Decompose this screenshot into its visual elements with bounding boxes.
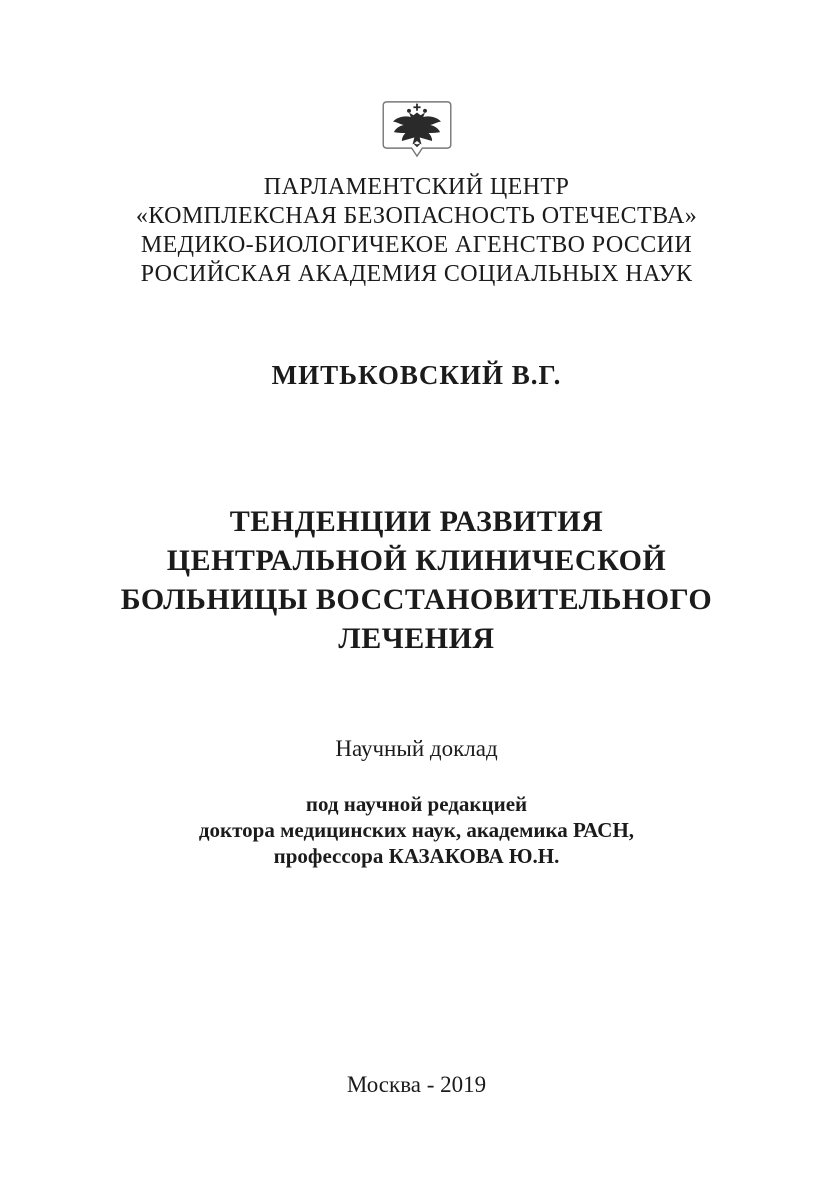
title-line-1: ТЕНДЕНЦИИ РАЗВИТИЯ [229, 505, 604, 538]
author-name: МИТЬКОВСКИЙ В.Г. [271, 360, 562, 390]
imprint: Москва - 2019 [346, 1072, 487, 1097]
emblem-container [0, 98, 833, 173]
document-title [0, 502, 833, 658]
institution-line-4: РОСИЙСКАЯ АКАДЕМИЯ СОЦИАЛЬНЫХ НАУК [140, 261, 693, 287]
document-subtitle: Научный доклад [335, 736, 498, 761]
title-line-4: ЛЕЧЕНИЯ [338, 622, 495, 655]
institution-line-3: МЕДИКО-БИОЛОГИЧЕКОЕ АГЕНСТВО РОССИИ [140, 232, 693, 258]
editors-block [0, 791, 833, 869]
editor-line-2: доктора медицинских наук, академика РАСН, [198, 818, 635, 842]
editor-line-3: профессора КАЗАКОВА Ю.Н. [273, 844, 560, 868]
institution-line-2: «КОМПЛЕКСНАЯ БЕЗОПАСНОСТЬ ОТЕЧЕСТВА» [135, 203, 698, 229]
institution-line-1: ПАРЛАМЕНТСКИЙ ЦЕНТР [263, 174, 570, 200]
coat-of-arms-icon [377, 98, 457, 168]
title-line-3: БОЛЬНИЦЫ ВОССТАНОВИТЕЛЬНОГО [120, 583, 713, 616]
institution-header [0, 173, 833, 289]
title-line-2: ЦЕНТРАЛЬНОЙ КЛИНИЧЕСКОЙ [166, 544, 667, 577]
editor-line-1: под научной редакцией [305, 792, 528, 816]
